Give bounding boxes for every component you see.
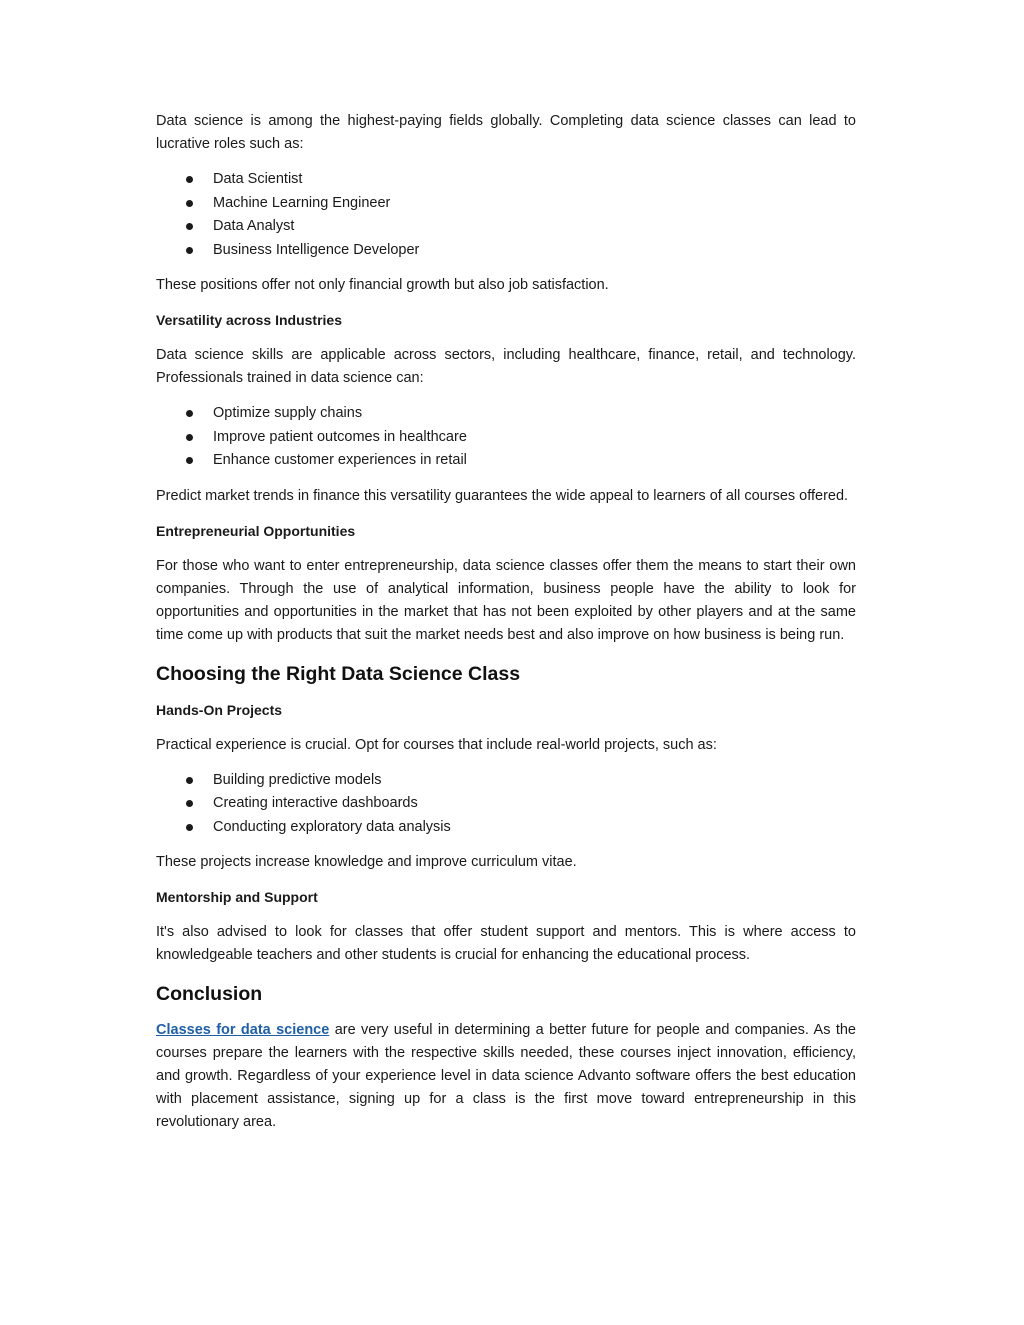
list-item <box>156 239 856 263</box>
versatility-intro-paragraph: Data science skills are applicable across sectors, including healthcare, finance, retail, and technology. Professionals trained in data science can: <box>156 347 856 386</box>
list-item <box>156 192 856 216</box>
mentorship-heading: Mentorship and Support <box>156 889 318 905</box>
list-item <box>156 426 856 450</box>
list-item-text: Creating interactive dashboards <box>213 795 418 811</box>
hands-on-intro-paragraph: Practical experience is crucial. Opt for courses that include real-world projects, such as: <box>156 736 717 753</box>
bullet-icon <box>186 457 193 464</box>
list-item <box>156 402 856 426</box>
list-item-text: Business Intelligence Developer <box>213 241 420 258</box>
entrepreneurial-paragraph: For those who want to enter entrepreneurship, data science classes offer them the means to start their own companies. Through the use of analytical information, business people have the ability to look for opportunities and opportunities in the market that has not been exploited by other players and at the same time come up with products that suit the market needs best and also improve on how business is being run. <box>156 557 856 643</box>
conclusion-body-text: are very useful in determining a better future for people and companies. As the courses prepare the learners with the respective skills needed, these courses inject innovation, efficiency, and growth. Regardless of your experience level in data science Advanto software offers the best education with placement assistance, signing up for a class is the first move toward entrepreneurship in this revolutionary area. <box>156 1022 856 1130</box>
list-item-text: Conducting exploratory data analysis <box>213 818 451 835</box>
list-item-text: Enhance customer experiences in retail <box>213 452 467 468</box>
list-item-text: Optimize supply chains <box>213 405 363 421</box>
bullet-icon <box>186 223 193 230</box>
versatility-list <box>156 402 856 473</box>
list-item-text: Improve patient outcomes in healthcare <box>213 428 467 445</box>
list-item <box>156 792 856 816</box>
document-page <box>156 110 856 1146</box>
bullet-icon <box>186 200 193 207</box>
salary-outro-paragraph: These positions offer not only financial growth but also job satisfaction. <box>156 277 609 293</box>
conclusion-paragraph <box>156 1019 856 1134</box>
list-item <box>156 449 856 473</box>
versatility-outro-paragraph: Predict market trends in finance this versatility guarantees the wide appeal to learners of all courses offered. <box>156 487 849 504</box>
choosing-section-title: Choosing the Right Data Science Class <box>156 662 521 685</box>
list-item <box>156 816 856 840</box>
hands-on-heading: Hands-On Projects <box>156 701 283 718</box>
list-item <box>156 769 856 793</box>
salary-intro-paragraph: Data science is among the highest-paying fields globally. Completing data science classes can lead to lucrative roles such as: <box>156 113 856 152</box>
mentorship-paragraph: It's also advised to look for classes that offer student support and mentors. This is where access to knowledgeable teachers and other students is crucial for enhancing the educational process. <box>156 924 856 963</box>
entrepreneurial-heading: Entrepreneurial Opportunities <box>156 522 356 539</box>
versatility-heading: Versatility across Industries <box>156 312 342 328</box>
classes-for-data-science-link[interactable]: Classes for data science <box>156 1022 330 1038</box>
bullet-icon <box>186 434 193 441</box>
bullet-icon <box>186 800 193 807</box>
hands-on-outro-paragraph: These projects increase knowledge and improve curriculum vitae. <box>156 854 577 870</box>
projects-list <box>156 769 856 840</box>
list-item-text: Data Scientist <box>213 171 303 187</box>
bullet-icon <box>186 247 193 254</box>
list-item-text: Machine Learning Engineer <box>213 194 391 211</box>
conclusion-title: Conclusion <box>156 983 263 1005</box>
list-item <box>156 215 856 239</box>
list-item-text: Data Analyst <box>213 218 295 234</box>
bullet-icon <box>186 824 193 831</box>
bullet-icon <box>186 176 193 183</box>
bullet-icon <box>186 777 193 784</box>
bullet-icon <box>186 410 193 417</box>
list-item <box>156 168 856 192</box>
list-item-text: Building predictive models <box>213 771 382 788</box>
roles-list <box>156 168 856 262</box>
